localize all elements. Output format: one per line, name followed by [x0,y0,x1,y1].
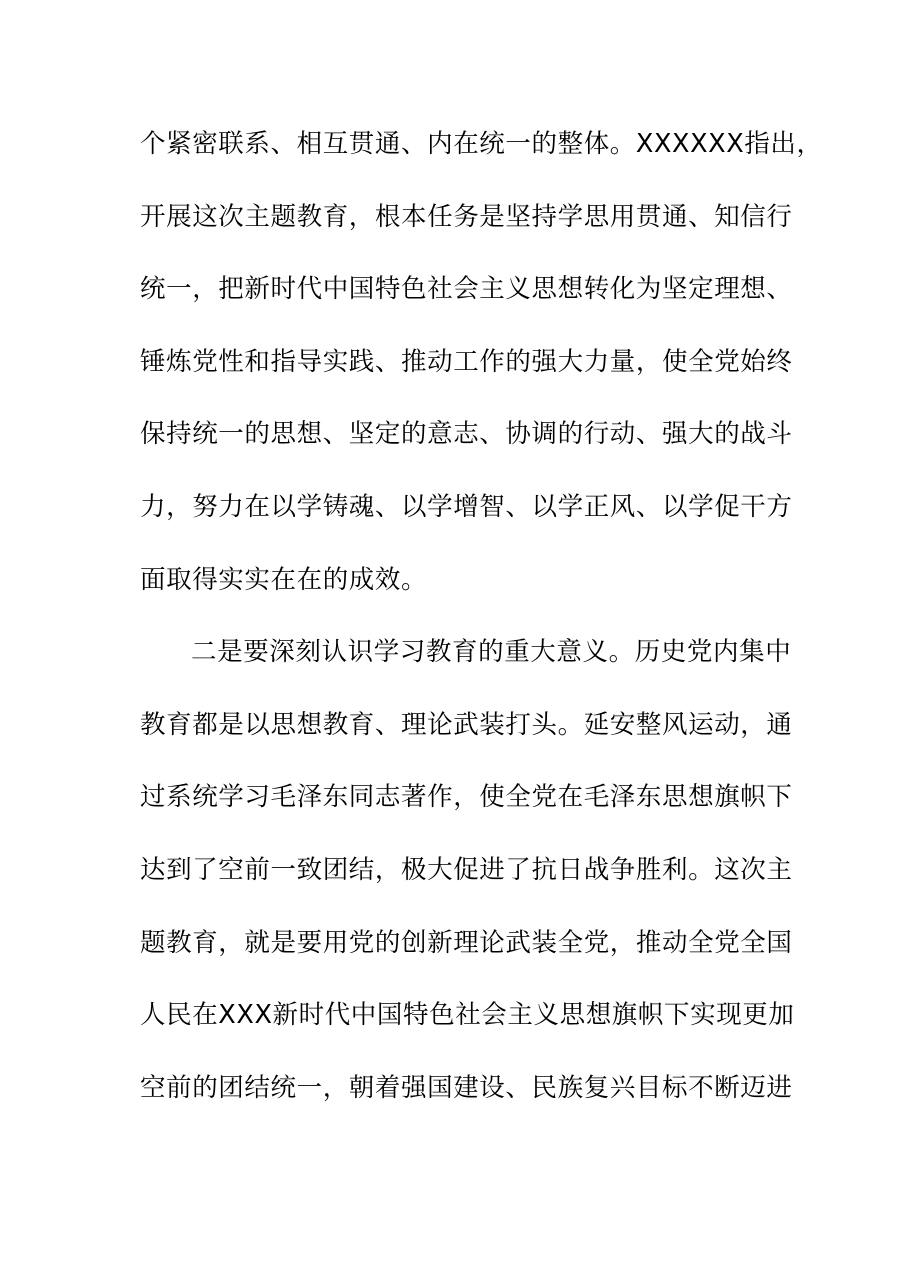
text-line-12: 题教育，就是要用党的创新理论武装全党，推动全党全国 [140,927,793,958]
text-line-8: 二是要深刻认识学习教育的重大意义。历史党内集中 [191,637,792,668]
text-line-10: 过系统学习毛泽东同志著作，使全党在毛泽东思想旗帜下 [140,782,793,813]
text-line-6: 力，努力在以学铸魂、以学增智、以学正风、以学促干方 [140,491,793,522]
text-line-11: 达到了空前一致团结，极大促进了抗日战争胜利。这次主 [140,854,793,885]
text-line-2: 开展这次主题教育，根本任务是坚持学思用贯通、知信行 [140,201,793,232]
text-line-7: 面取得实实在在的成效。 [140,564,428,595]
text-line-3: 统一，把新时代中国特色社会主义思想转化为坚定理想、 [140,274,793,305]
text-line-4: 锤炼党性和指导实践、推动工作的强大力量，使全党始终 [140,346,793,377]
text-line-1: 个紧密联系、相互贯通、内在统一的整体。XXXXXX指出， [140,129,823,159]
body-text [140,118,823,1134]
text-line-13: 人民在XXX新时代中国特色社会主义思想旗帜下实现更加 [140,1000,795,1031]
text-line-5: 保持统一的思想、坚定的意志、协调的行动、强大的战斗 [140,419,793,450]
text-line-14: 空前的团结统一，朝着强国建设、民族复兴目标不断迈进 [140,1072,793,1103]
text-line-9: 教育都是以思想教育、理论武装打头。延安整风运动，通 [140,709,793,740]
